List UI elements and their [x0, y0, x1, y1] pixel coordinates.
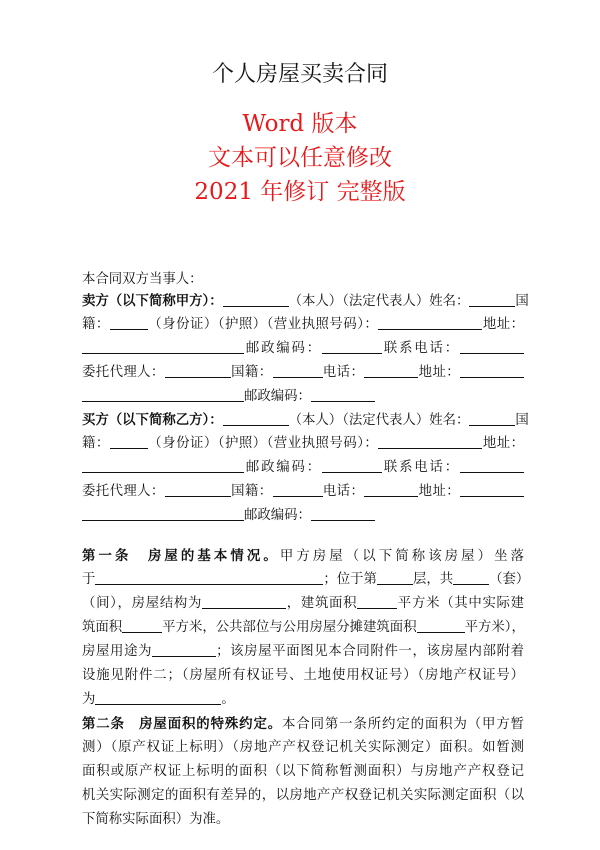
seller-agent-blank: [165, 363, 231, 378]
article2-line-3: 面积或原产权证上标明的面积（以下简称暂测面积）与房地产产权登记: [82, 764, 524, 779]
seller-line-5: [82, 387, 524, 407]
buyer-agent-label: 委托代理人：: [82, 484, 165, 499]
article1-text-4a: 筑面积: [82, 620, 123, 635]
seller-phone-label: 联系电话：: [382, 341, 460, 356]
article2-line-5: 下简称实际面积）为准。: [82, 812, 230, 827]
seller-agent-nationality: 国籍：: [230, 365, 273, 380]
buyer-label: 买方（以下简称乙方）：: [82, 412, 223, 428]
article1-text-2c: 层，共: [412, 572, 454, 587]
article1-text-3b: ，建筑面积: [286, 596, 358, 611]
seller-postcode-blank: [322, 339, 382, 354]
buyer-line-1: [82, 410, 529, 431]
buyer-agent-postcode: 邮政编码：: [244, 508, 311, 523]
article1-line-3: [82, 594, 524, 614]
seller-nation-blank: [110, 315, 148, 330]
buyer-nation-blank: [110, 434, 148, 449]
buyer-agent-tel-blank: [364, 482, 418, 497]
article2-line-1: [82, 714, 524, 735]
seller-line-3: [82, 339, 524, 359]
buyer-postcode-label: 邮政编码：: [244, 460, 322, 475]
floor-blank: [377, 570, 413, 585]
seller-agent-postcode-blank: [311, 387, 375, 402]
article1-line-1: [82, 546, 524, 567]
article2-line-2: 测）（原产权证上标明）（房地产产权登记机关实际测定）面积。如暂测: [82, 740, 524, 755]
buyer-postcode-blank: [322, 458, 382, 473]
buyer-id-types: （身份证）（护照）（营业执照号码）：: [147, 436, 379, 451]
buyer-address-blank: [82, 458, 244, 473]
parties-intro: 本合同双方当事人：: [82, 272, 203, 287]
buyer-line-5: [82, 506, 524, 526]
seller-identity-label: （本人）（法定代表人）姓名：: [288, 294, 470, 309]
article1-line-4: [82, 618, 524, 638]
article1-text-2d: （套）: [489, 572, 530, 587]
buyer-agent-address-blank-2: [82, 506, 244, 521]
location-blank: [95, 570, 323, 585]
article1-text-7a: 为: [82, 692, 96, 707]
seller-line-1: [82, 291, 529, 312]
buyer-fullname-blank: [469, 411, 515, 426]
seller-agent-address: 地址：: [418, 365, 461, 380]
article1-line-2: [82, 570, 530, 590]
article1-line-6: 设施见附件二；（房屋所有权证号、土地使用权证号）（房地产权证号）: [82, 668, 524, 683]
document-title: 个人房屋买卖合同: [211, 62, 388, 87]
buyer-id-blank: [378, 434, 482, 449]
article1-text-3c: 平方米（其中实际建: [397, 596, 525, 611]
seller-agent-tel-blank: [364, 363, 418, 378]
article1-line-5: [82, 642, 524, 662]
seller-name-blank: [223, 292, 289, 307]
buyer-agent-blank: [165, 482, 231, 497]
seller-phone-blank: [460, 339, 524, 354]
article2-heading: 第二条 房屋面积的特殊约定。: [82, 716, 283, 732]
buyer-nation-tail: 籍：: [82, 436, 110, 451]
article1-text-4b: 平方米，公共部位与公用房屋分摊建筑面积: [162, 620, 417, 635]
subtitle-revision: 2021 年修订 完整版: [194, 179, 406, 205]
article1-text-5a: 房屋用途为: [82, 644, 153, 659]
article1-text-7b: 。: [221, 692, 235, 707]
buyer-line-3: [82, 458, 524, 478]
seller-postcode-label: 邮政编码：: [244, 341, 322, 356]
seller-fullname-blank: [469, 292, 515, 307]
seller-nation-tail: 籍：: [82, 317, 110, 332]
article1-text-2b: ；位于第: [323, 572, 377, 587]
article2-text-1: 本合同第一条所约定的面积为（甲方暂: [282, 717, 525, 732]
seller-line-2: [82, 315, 524, 335]
usage-blank: [152, 642, 216, 657]
article1-text-2a: 于: [82, 572, 96, 587]
seller-agent-postcode: 邮政编码：: [244, 389, 311, 404]
article1-line-7: [82, 690, 524, 710]
area-blank: [357, 594, 397, 609]
seller-id-blank: [378, 315, 482, 330]
units-blank: [453, 570, 489, 585]
article1-text-5b: ；该房屋平面图见本合同附件一，该房屋内部附着: [216, 644, 525, 659]
buyer-line-4: [82, 482, 524, 502]
buyer-phone-blank: [460, 458, 524, 473]
seller-agent-address-blank: [460, 363, 524, 378]
certificate-blank: [95, 690, 221, 705]
article1-text-1: 甲方房屋（以下简称该房屋）坐落: [279, 549, 525, 564]
buyer-identity-label: （本人）（法定代表人）姓名：: [288, 413, 470, 428]
buyer-agent-address: 地址：: [418, 484, 461, 499]
buyer-line-2: [82, 434, 524, 454]
buyer-phone-label: 联系电话：: [382, 460, 460, 475]
article2-line-4: 机关实际测定的面积有差异的，以房地产产权登记机关实际测定面积（以: [82, 788, 524, 803]
article1-text-3a: （间），房屋结构为: [82, 596, 203, 611]
seller-address-label: 地址：: [482, 317, 525, 332]
article1-heading: 第一条 房屋的基本情况。: [82, 548, 280, 564]
buyer-agent-nationality-blank: [273, 482, 323, 497]
buyer-agent-postcode-blank: [311, 506, 375, 521]
structure-blank: [202, 594, 286, 609]
buyer-name-blank: [223, 411, 289, 426]
buyer-agent-address-blank: [460, 482, 524, 497]
actual-area-blank: [122, 618, 162, 633]
article1-text-4c: 平方米），: [464, 620, 525, 635]
seller-label: 卖方（以下简称甲方）：: [82, 293, 223, 309]
seller-address-blank: [82, 339, 244, 354]
buyer-address-label: 地址：: [482, 436, 525, 451]
seller-agent-nationality-blank: [273, 363, 323, 378]
subtitle-editable: 文本可以任意修改: [208, 145, 392, 171]
seller-nation-head: 国: [515, 294, 529, 309]
seller-agent-tel: 电话：: [322, 365, 365, 380]
subtitle-word-version: Word 版本: [242, 111, 358, 137]
shared-area-blank: [417, 618, 465, 633]
buyer-agent-tel: 电话：: [322, 484, 365, 499]
seller-line-4: [82, 363, 524, 383]
buyer-nation-head: 国: [515, 413, 529, 428]
buyer-agent-nationality: 国籍：: [230, 484, 273, 499]
seller-id-types: （身份证）（护照）（营业执照号码）：: [147, 317, 379, 332]
seller-agent-address-blank-2: [82, 387, 244, 402]
seller-agent-label: 委托代理人：: [82, 365, 165, 380]
